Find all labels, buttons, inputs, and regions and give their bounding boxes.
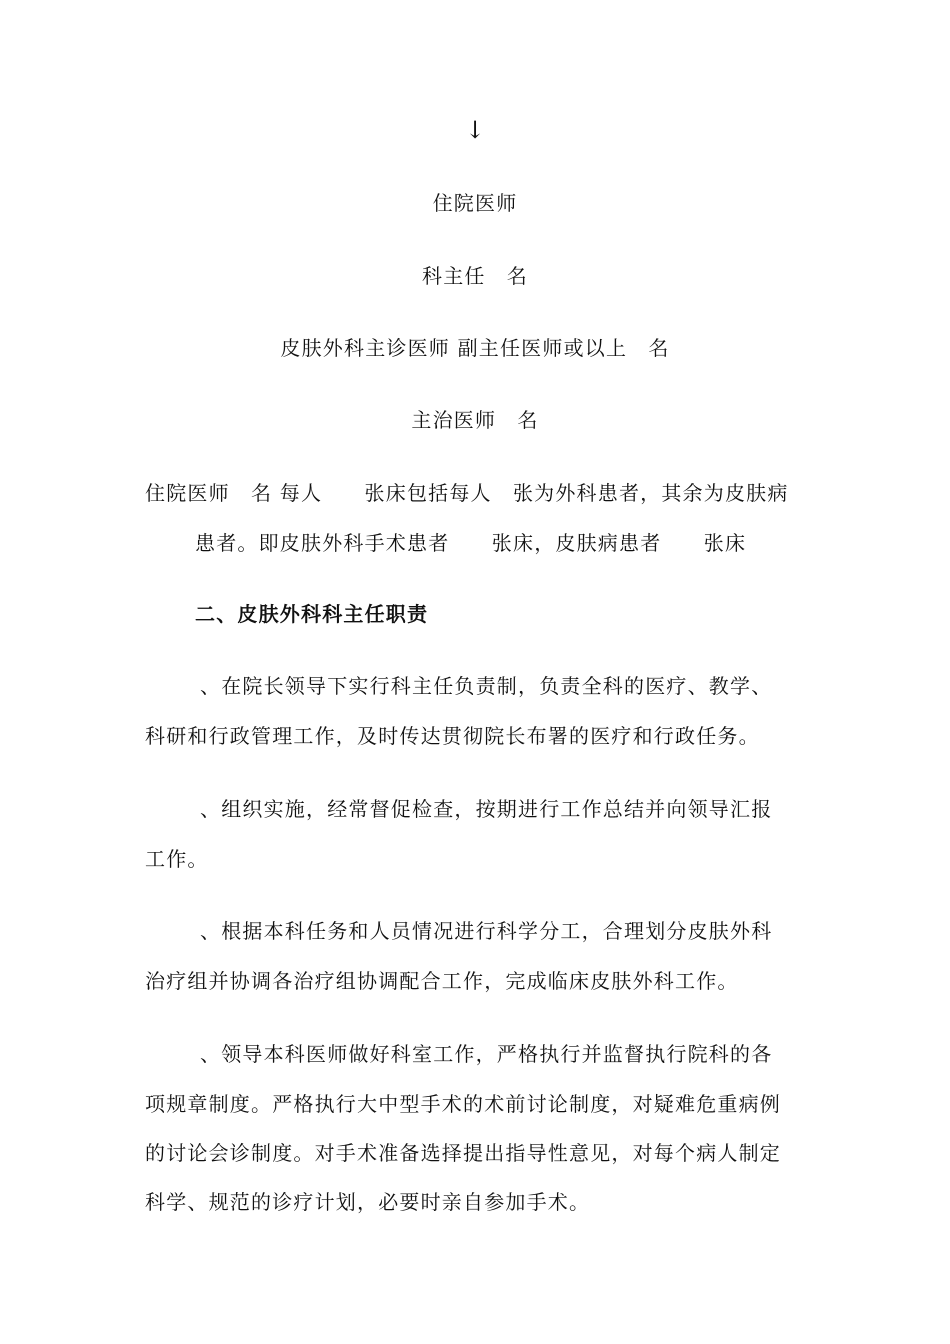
duty-2-line-1: 、组织实施，经常督促检查，按期进行工作总结并向领导汇报	[200, 797, 773, 821]
chart-level-director: 科主任 名	[422, 264, 528, 288]
staffing-line-1: 住院医师 名 每人 张床包括每人 张为外科患者，其余为皮肤病	[145, 481, 789, 505]
chart-level-chief-physician: 皮肤外科主诊医师 副主任医师或以上 名	[280, 336, 670, 360]
chart-level-attending: 主治医师 名	[411, 408, 539, 432]
duty-4-line-4: 科学、规范的诊疗计划，必要时亲自参加手术。	[145, 1190, 591, 1214]
duty-3-line-1: 、根据本科任务和人员情况进行科学分工，合理划分皮肤外科	[200, 919, 773, 943]
duty-3-line-2: 治疗组并协调各治疗组协调配合工作，完成临床皮肤外科工作。	[145, 969, 739, 993]
duty-4-line-2: 项规章制度。严格执行大中型手术的术前讨论制度，对疑难危重病例	[145, 1092, 781, 1116]
chart-level-resident: 住院医师	[432, 191, 518, 215]
duty-4-line-1: 、领导本科医师做好科室工作，严格执行并监督执行院科的各	[200, 1042, 773, 1066]
duty-4-line-3: 的讨论会诊制度。对手术准备选择提出指导性意见，对每个病人制定	[145, 1141, 781, 1165]
duty-2-line-2: 工作。	[145, 847, 209, 871]
staffing-line-2: 患者。即皮肤外科手术患者 张床，皮肤病患者 张床	[195, 531, 747, 555]
section-heading: 二、皮肤外科科主任职责	[195, 602, 429, 626]
duty-1-line-1: 、在院长领导下实行科主任负责制，负责全科的医疗、教学、	[200, 674, 773, 698]
down-arrow-icon: ↓	[464, 116, 486, 144]
duty-1-line-2: 科研和行政管理工作，及时传达贯彻院长布署的医疗和行政任务。	[145, 724, 760, 748]
